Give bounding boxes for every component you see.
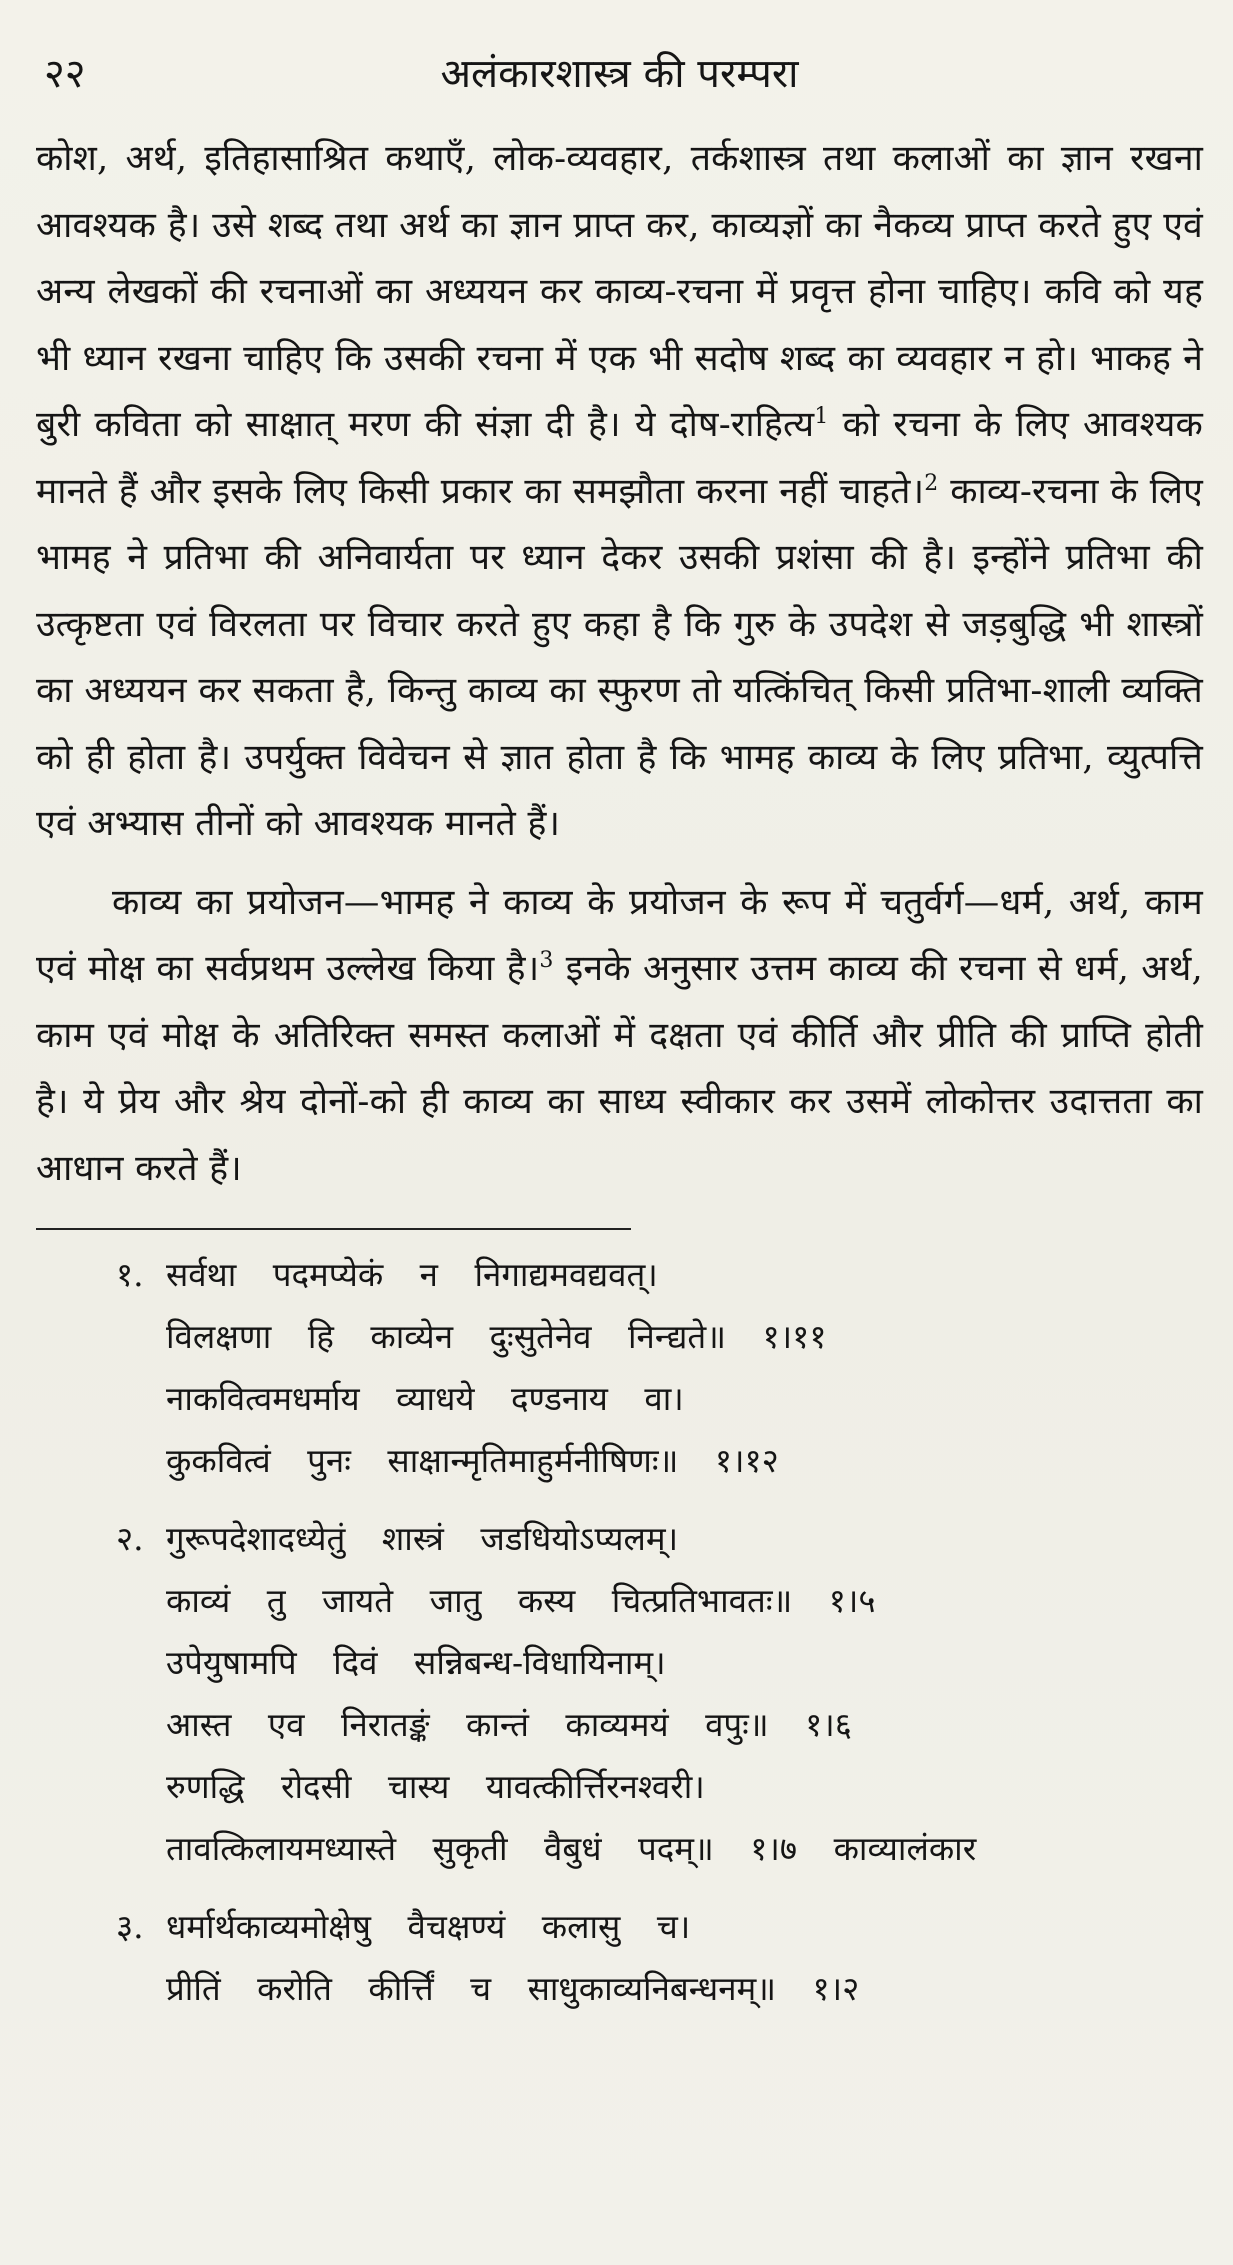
- verse-line: विलक्षणा हि काव्येन दुःसुतेनेव निन्द्यते॥ १।११: [166, 1317, 827, 1356]
- paragraph-1-text-a: कोश, अर्थ, इतिहासाश्रित कथाएँ, लोक-व्यवहार, तर्कशास्त्र तथा कलाओं का ज्ञान रखना आवश्यक है। उसे शब्द तथा अर्थ का ज्ञान प्राप्त कर, काव्यज्ञों का नैकव्य प्राप्त करते हुए एवं अन्य लेखकों की रचनाओं का अध्ययन कर काव्य-रचना में प्रवृत्त होना चाहिए। कवि को यह भी ध्यान रखना चाहिए कि उसकी रचना में एक भी सदोष शब्द का व्यवहार न हो। भाकह ने बुरी कविता को साक्षात् मरण की संज्ञा दी है। ये दोष-राहित्य: [36, 138, 1203, 445]
- footnote-divider: [36, 1228, 631, 1230]
- footnote-3: [36, 1896, 1203, 2020]
- verse-line: गुरूपदेशादध्येतुं शास्त्रं जडधियोऽप्यलम्।: [166, 1519, 679, 1558]
- page-number: २२: [44, 51, 86, 97]
- footnote-number: २.: [116, 1519, 144, 1558]
- footnote-ref-3: 3: [539, 948, 554, 974]
- footnote-ref-2: 2: [924, 470, 939, 496]
- footnote-number: ३.: [116, 1907, 144, 1946]
- paragraph-2-text-a: काव्य का प्रयोजन—भामह ने काव्य के प्रयोजन के रूप में चतुर्वर्ग—धर्म, अर्थ, काम एवं मोक्ष का सर्वप्रथम उल्लेख किया है।: [36, 881, 1203, 989]
- verse-line: कुकवित्वं पुनः साक्षान्मृतिमाहुर्मनीषिणः॥ १।१२: [166, 1441, 779, 1480]
- body-text: [36, 126, 1203, 1202]
- verse-line: उपेयुषामपि दिवं सन्निबन्ध-विधायिनाम्।: [166, 1643, 666, 1682]
- verse-line: आस्त एव निरातङ्कं कान्तं काव्यमयं वपुः॥ १।६: [166, 1705, 852, 1744]
- verse-line: तावत्किलायमध्यास्ते सुकृती वैबुधं पदम्॥ १।७ काव्यालंकार: [166, 1829, 977, 1868]
- paragraph-2: [36, 870, 1203, 1203]
- footnote-2: [36, 1508, 1203, 1880]
- verse-line: काव्यं तु जायते जातु कस्य चित्प्रतिभावतः॥ १।५: [166, 1581, 876, 1620]
- verse-line: धर्मार्थकाव्यमोक्षेषु वैचक्षण्यं कलासु च।: [166, 1907, 691, 1946]
- footnote-1: [36, 1244, 1203, 1492]
- footnotes: [36, 1244, 1203, 2020]
- verse-line: सर्वथा पदमप्येकं न निगाद्यमवद्यवत्।: [166, 1255, 658, 1294]
- footnote-ref-1: 1: [814, 404, 829, 430]
- verse-line: प्रीतिं करोति कीर्त्तिं च साधुकाव्यनिबन्धनम्॥ १।२: [166, 1969, 860, 2008]
- paragraph-1: [36, 126, 1203, 858]
- running-title: अलंकारशास्त्र की परम्परा: [440, 51, 799, 97]
- paragraph-2-text-b: इनके अनुसार उत्तम काव्य की रचना से धर्म, अर्थ, काम एवं मोक्ष के अतिरिक्त समस्त कलाओं में दक्षता एवं कीर्ति और प्रीति की प्राप्ति होती है। ये प्रेय और श्रेय दोनों-को ही काव्य का साध्य स्वीकार कर उसमें लोकोत्तर उदात्तता का आधान करते हैं।: [36, 948, 1203, 1189]
- footnote-number: १.: [116, 1255, 144, 1294]
- page-header: [36, 44, 1203, 104]
- paragraph-1-text-b: को रचना के लिए आवश्यक मानते हैं और इसके लिए किसी प्रकार का समझौता करना नहीं चाहते।: [36, 404, 1203, 512]
- verse-line: नाकवित्वमधर्माय व्याधये दण्डनाय वा।: [166, 1379, 684, 1418]
- verse-line: रुणद्धि रोदसी चास्य यावत्कीर्त्तिरनश्वरी।: [166, 1767, 705, 1806]
- paragraph-1-text-c: काव्य-रचना के लिए भामह ने प्रतिभा की अनिवार्यता पर ध्यान देकर उसकी प्रशंसा की है। इन्होंने प्रतिभा की उत्कृष्टता एवं विरलता पर विचार करते हुए कहा है कि गुरु के उपदेश से जड़बुद्धि भी शास्त्रों का अध्ययन कर सकता है, किन्तु काव्य का स्फुरण तो यत्किंचित् किसी प्रतिभा-शाली व्यक्ति को ही होता है। उपर्युक्त विवेचन से ज्ञात होता है कि भामह काव्य के लिए प्रतिभा, व्युत्पत्ति एवं अभ्यास तीनों को आवश्यक मानते हैं।: [36, 470, 1203, 844]
